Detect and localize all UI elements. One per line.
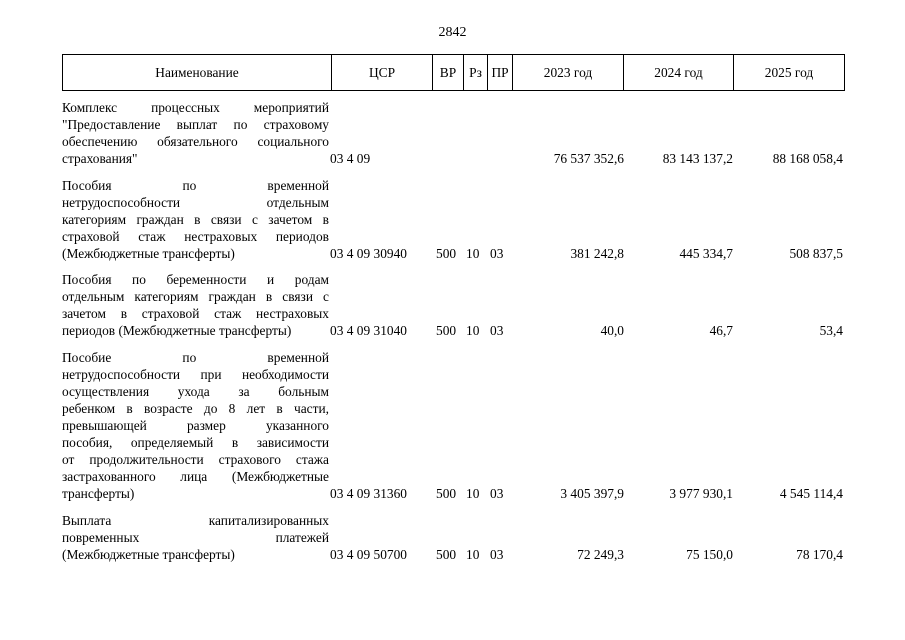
row-pr: 03 xyxy=(490,486,504,501)
row-2023: 76 537 352,6 xyxy=(553,151,624,166)
row-name xyxy=(62,271,329,339)
name-line: Комплекс процессных мероприятий xyxy=(62,100,329,115)
name-line: категориям граждан в связи с зачетом в xyxy=(62,212,329,227)
row-2024: 46,7 xyxy=(709,323,733,338)
row-2025: 508 837,5 xyxy=(789,246,843,261)
header-2024: 2024 год xyxy=(624,55,734,90)
row-pr: 03 xyxy=(490,547,504,562)
row-rz: 10 xyxy=(466,323,480,338)
row-2023: 381 242,8 xyxy=(570,246,624,261)
row-2025: 53,4 xyxy=(819,323,843,338)
row-2024: 445 334,7 xyxy=(679,246,733,261)
name-line: Пособия по временной xyxy=(62,178,329,193)
row-2023: 3 405 397,9 xyxy=(560,486,624,501)
name-line: нетрудоспособности отдельным xyxy=(62,195,329,210)
name-line: зачетом в страховой стаж нестраховых xyxy=(62,306,329,321)
page-number: 2842 xyxy=(438,25,467,40)
name-line: повременных платежей xyxy=(62,530,329,545)
row-csr: 03 4 09 31360 xyxy=(330,486,407,501)
header-2025: 2025 год xyxy=(764,65,814,80)
name-line: обеспечению обязательного социального xyxy=(62,134,329,149)
row-2025: 4 545 114,4 xyxy=(779,486,843,501)
row-rz: 10 xyxy=(466,486,480,501)
row-2025: 78 170,4 xyxy=(796,547,843,562)
header-vr: ВР xyxy=(433,55,464,90)
name-line: страхования" xyxy=(62,151,138,166)
row-2023: 72 249,3 xyxy=(577,547,624,562)
name-line: нетрудоспособности при необходимости xyxy=(62,367,329,382)
name-line: (Межбюджетные трансферты) xyxy=(62,246,235,261)
row-2024: 3 977 930,1 xyxy=(669,486,733,501)
row-csr: 03 4 09 50700 xyxy=(330,547,407,562)
row-vr: 500 xyxy=(436,486,457,501)
name-line: застрахованного лица (Межбюджетные xyxy=(62,469,329,484)
row-vr: 500 xyxy=(436,547,457,562)
row-2024: 75 150,0 xyxy=(686,547,733,562)
row-rz: 10 xyxy=(466,547,480,562)
row-2024: 83 143 137,2 xyxy=(662,151,733,166)
name-line: ребенком в возрасте до 8 лет в части, xyxy=(62,401,329,416)
name-line: (Межбюджетные трансферты) xyxy=(62,547,235,562)
header-rz: Рз xyxy=(464,55,488,90)
name-line: осуществления ухода за больным xyxy=(62,384,329,399)
name-line: Пособия по беременности и родам xyxy=(62,272,329,287)
header-pr: ПР xyxy=(488,55,513,90)
name-line: превышающей размер указанного xyxy=(62,418,329,433)
row-pr: 03 xyxy=(490,323,504,338)
name-line: "Предоставление выплат по страховому xyxy=(62,117,329,132)
row-name xyxy=(62,349,329,502)
name-line: от продолжительности страхового стажа xyxy=(62,452,329,467)
header-name: Наименование xyxy=(63,55,332,90)
name-line: трансферты) xyxy=(62,486,135,501)
row-2025: 88 168 058,4 xyxy=(772,151,843,166)
row-csr: 03 4 09 31040 xyxy=(330,323,407,338)
header-2023: 2023 год xyxy=(513,55,624,90)
row-csr: 03 4 09 30940 xyxy=(330,246,407,261)
row-2023: 40,0 xyxy=(600,323,624,338)
name-line: пособия, определяемый в зависимости xyxy=(62,435,329,450)
row-rz: 10 xyxy=(466,246,480,261)
row-name xyxy=(62,177,329,262)
row-name xyxy=(62,512,329,563)
row-vr: 500 xyxy=(436,323,457,338)
name-line: Пособие по временной xyxy=(62,350,329,365)
row-csr: 03 4 09 xyxy=(330,151,371,166)
name-line: Выплата капитализированных xyxy=(62,513,329,528)
row-name xyxy=(62,99,329,167)
name-line: отдельным категориям граждан в связи с xyxy=(62,289,329,304)
name-line: страховой стаж нестраховых периодов xyxy=(62,229,329,244)
name-line: периодов (Межбюджетные трансферты) xyxy=(62,323,292,338)
header-csr: ЦСР xyxy=(332,55,433,90)
row-vr: 500 xyxy=(436,246,457,261)
row-pr: 03 xyxy=(490,246,504,261)
table-header xyxy=(62,54,845,91)
